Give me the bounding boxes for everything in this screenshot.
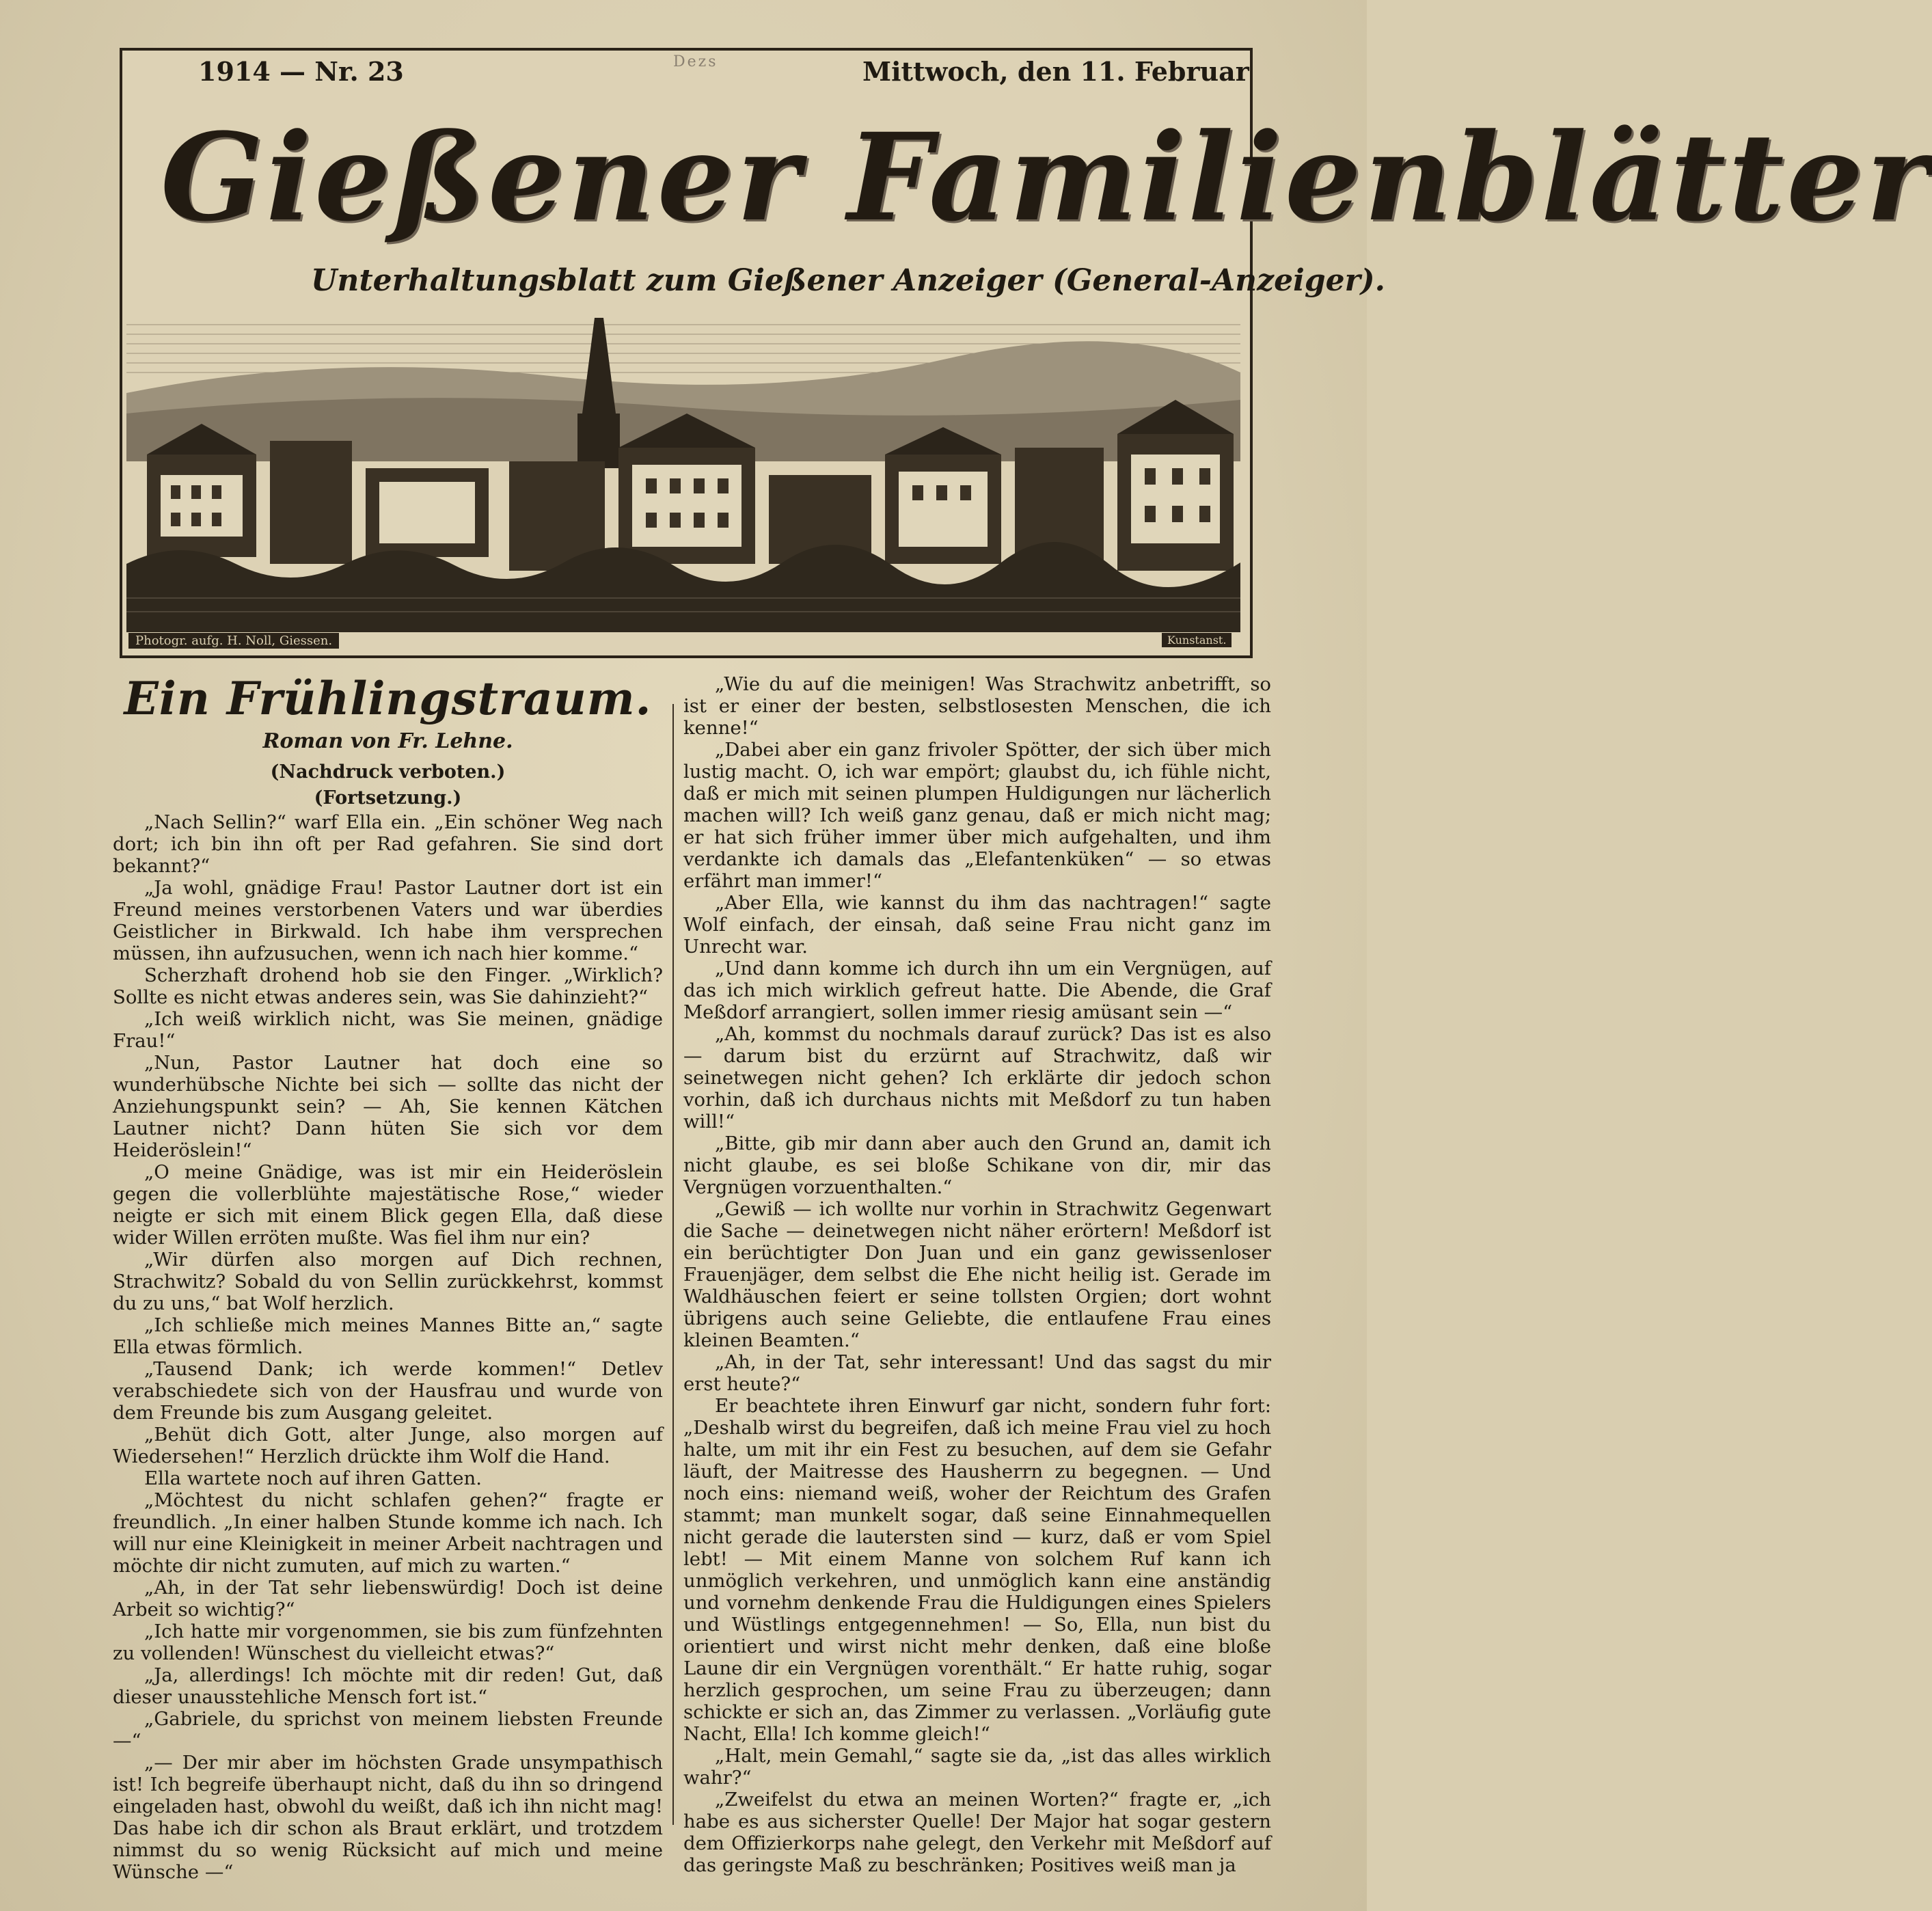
paragraph: „Und dann komme ich durch ihn um ein Vergnügen, auf das ich mich wirklich gefreut hatte. Die Abende, die Graf Meßdorf arrangiert, sollen immer riesig amüsant sein —“: [683, 958, 1271, 1023]
right-column: [683, 673, 1271, 1876]
story-title: Ein Frühlingstraum.: [124, 672, 652, 725]
paragraph: „Ah, kommst du nochmals darauf zurück? Das ist es also — darum bist du erzürnt auf Strachwitz, daß wir seinetwegen nicht gehen? Ich erklärte dir jedoch schon vorhin, daß ich durchaus nichts mit Meßdorf zu tun haben will!“: [683, 1023, 1271, 1133]
newspaper-title: Gießener Familienblätter: [161, 107, 1932, 248]
paragraph: „Wir dürfen also morgen auf Dich rechnen, Strachwitz? Sobald du von Sellin zurückkehrst, kommst du zu uns,“ bat Wolf herzlich.: [113, 1249, 663, 1314]
faded-stamp: Dezs: [673, 53, 718, 70]
paragraph: „Dabei aber ein ganz frivoler Spötter, der sich über mich lustig macht. O, ich war empört; glaubst du, ich fühle nicht, daß er mich mit seinen plumpen Huldigungen nur lächerlich machen will? Ich weiß ganz genau, daß er mich nicht mag; er hat sich früher immer über mich aufgehalten, und ihm verdankte ich damals das „Elefantenküken“ — so etwas erfährt man immer!“: [683, 739, 1271, 892]
continuation-note: (Fortsetzung.): [314, 787, 462, 809]
issue-date: Mittwoch, den 11. Februar: [862, 56, 1249, 87]
paragraph: „Ich hatte mir vorgenommen, sie bis zum fünfzehnten zu vollenden! Wünschest du vielleicht etwas?“: [113, 1621, 663, 1664]
newspaper-subtitle: Unterhaltungsblatt zum Gießener Anzeiger (General-Anzeiger).: [311, 263, 1385, 298]
paragraph: „Möchtest du nicht schlafen gehen?“ fragte er freundlich. „In einer halben Stunde komme ich nach. Ich will nur eine Kleinigkeit in meiner Arbeit nachtragen und möchte dir nicht zumuten, auf mich zu warten.“: [113, 1489, 663, 1577]
paragraph: „Halt, mein Gemahl,“ sagte sie da, „ist das alles wirklich wahr?“: [683, 1745, 1271, 1789]
paragraph: „Ja, allerdings! Ich möchte mit dir reden! Gut, daß dieser unausstehliche Mensch fort ist.“: [113, 1664, 663, 1708]
photo-credit: Photogr. aufg. H. Noll, Giessen.: [128, 633, 339, 649]
artist-credit: Kunstanst.: [1162, 633, 1232, 647]
paragraph: „Ich weiß wirklich nicht, was Sie meinen, gnädige Frau!“: [113, 1008, 663, 1052]
paragraph: „Ich schließe mich meines Mannes Bitte an,“ sagte Ella etwas förmlich.: [113, 1314, 663, 1358]
paragraph: „Tausend Dank; ich werde kommen!“ Detlev verabschiedete sich von der Hausfrau und wurde von dem Freunde bis zum Ausgang geleitet.: [113, 1358, 663, 1424]
town-illustration: [126, 311, 1240, 632]
paragraph: „Aber Ella, wie kannst du ihm das nachtragen!“ sagte Wolf einfach, der einsah, daß seine Frau nicht ganz im Unrecht war.: [683, 892, 1271, 958]
paragraph: Er beachtete ihren Einwurf gar nicht, sondern fuhr fort: „Deshalb wirst du begreifen, daß ich meine Frau viel zu hoch halte, um mit ihr ein Fest zu besuchen, auf dem sie Gefahr läuft, der Maitresse des Hausherrn zu begegnen. — Und noch eins: niemand weiß, woher der Reichtum des Grafen stammt; man munkelt sogar, daß seine Einnahmequellen nicht gerade die lautersten sind — kurz, daß er vom Spiel lebt! — Mit einem Manne von solchem Ruf kann ich unmöglich verkehren, und unmöglich kann eine anständig und vornehm denkende Frau die Huldigungen eines Spielers und Wüstlings entgegennehmen! — So, Ella, nun bist du orientiert und wirst nicht mehr denken, daß eine bloße Laune dir ein Vergnügen vorenthält.“ Er hatte ruhig, sogar herzlich gesprochen, um seine Frau zu überzeugen; dann schickte er sich an, das Zimmer zu verlassen. „Vorläufig gute Nacht, Ella! Ich komme gleich!“: [683, 1395, 1271, 1745]
paragraph: Ella wartete noch auf ihren Gatten.: [144, 1467, 482, 1489]
reprint-notice: (Nachdruck verboten.): [270, 761, 506, 783]
paragraph: „Ah, in der Tat sehr liebenswürdig! Doch ist deine Arbeit so wichtig?“: [113, 1577, 663, 1621]
paragraph: „Nach Sellin?“ warf Ella ein. „Ein schöner Weg nach dort; ich bin ihn oft per Rad gefahren. Sie sind dort bekannt?“: [113, 811, 663, 877]
story-byline: Roman von Fr. Lehne.: [262, 729, 513, 753]
paragraph: „Gabriele, du sprichst von meinem liebsten Freunde —“: [113, 1708, 663, 1752]
left-column: [113, 673, 663, 1883]
paragraph: „Zweifelst du etwa an meinen Worten?“ fragte er, „ich habe es aus sicherster Quelle! Der Major hat sogar gestern dem Offizierkorps nahe gelegt, den Verkehr mit Meßdorf auf das geringste Maß zu beschränken; Positives weiß man ja: [683, 1789, 1271, 1876]
column-divider: [672, 704, 674, 1825]
paragraph: „O meine Gnädige, was ist mir ein Heideröslein gegen die vollerblühte majestätische Rose,“ wieder neigte er sich mit einem Blick gegen Ella, daß diese wider Willen erröten mußte. Was fiel ihm nur ein?: [113, 1161, 663, 1249]
paragraph: „Bitte, gib mir dann aber auch den Grund an, damit ich nicht glaube, es sei bloße Schikane von dir, mir das Vergnügen vorzuenthalten.“: [683, 1133, 1271, 1198]
paragraph: „Ah, in der Tat, sehr interessant! Und das sagst du mir erst heute?“: [683, 1351, 1271, 1395]
paragraph: „Nun, Pastor Lautner hat doch eine so wunderhübsche Nichte bei sich — sollte das nicht der Anziehungspunkt sein? — Ah, Sie kennen Kätchen Lautner nicht? Dann hüten Sie sich vor dem Heideröslein!“: [113, 1052, 663, 1161]
paragraph: „Gewiß — ich wollte nur vorhin in Strachwitz Gegenwart die Sache — deinetwegen nicht näher erörtern! Meßdorf ist ein berüchtigter Don Juan und ein ganz gewissenloser Frauenjäger, dem selbst die Ehe nicht heilig ist. Gerade im Waldhäuschen feiert er seine tollsten Orgien; dort wohnt übrigens auch seine Geliebte, die entlaufene Frau eines kleinen Beamten.“: [683, 1198, 1271, 1351]
paragraph: „Behüt dich Gott, alter Junge, also morgen auf Wiedersehen!“ Herzlich drückte ihm Wolf die Hand.: [113, 1424, 663, 1467]
paragraph: Scherzhaft drohend hob sie den Finger. „Wirklich? Sollte es nicht etwas anderes sein, was Sie dahinzieht?“: [113, 964, 663, 1008]
issue-number: 1914 — Nr. 23: [198, 56, 404, 87]
paragraph: „Wie du auf die meinigen! Was Strachwitz anbetrifft, so ist er einer der besten, selbstlosesten Menschen, die ich kenne!“: [683, 673, 1271, 739]
paragraph: „Ja wohl, gnädige Frau! Pastor Lautner dort ist ein Freund meines verstorbenen Vaters und war überdies Geistlicher in Birkwald. Ich habe ihm versprechen müssen, ihn aufzusuchen, wenn ich nach hier komme.“: [113, 877, 663, 964]
paragraph: „— Der mir aber im höchsten Grade unsympathisch ist! Ich begreife überhaupt nicht, daß du ihn so dringend eingeladen hast, obwohl du weißt, daß ich ihn nicht mag! Das habe ich dir schon als Braut erklärt, und trotzdem nimmst du so wenig Rücksicht auf mich und meine Wünsche —“: [113, 1752, 663, 1883]
